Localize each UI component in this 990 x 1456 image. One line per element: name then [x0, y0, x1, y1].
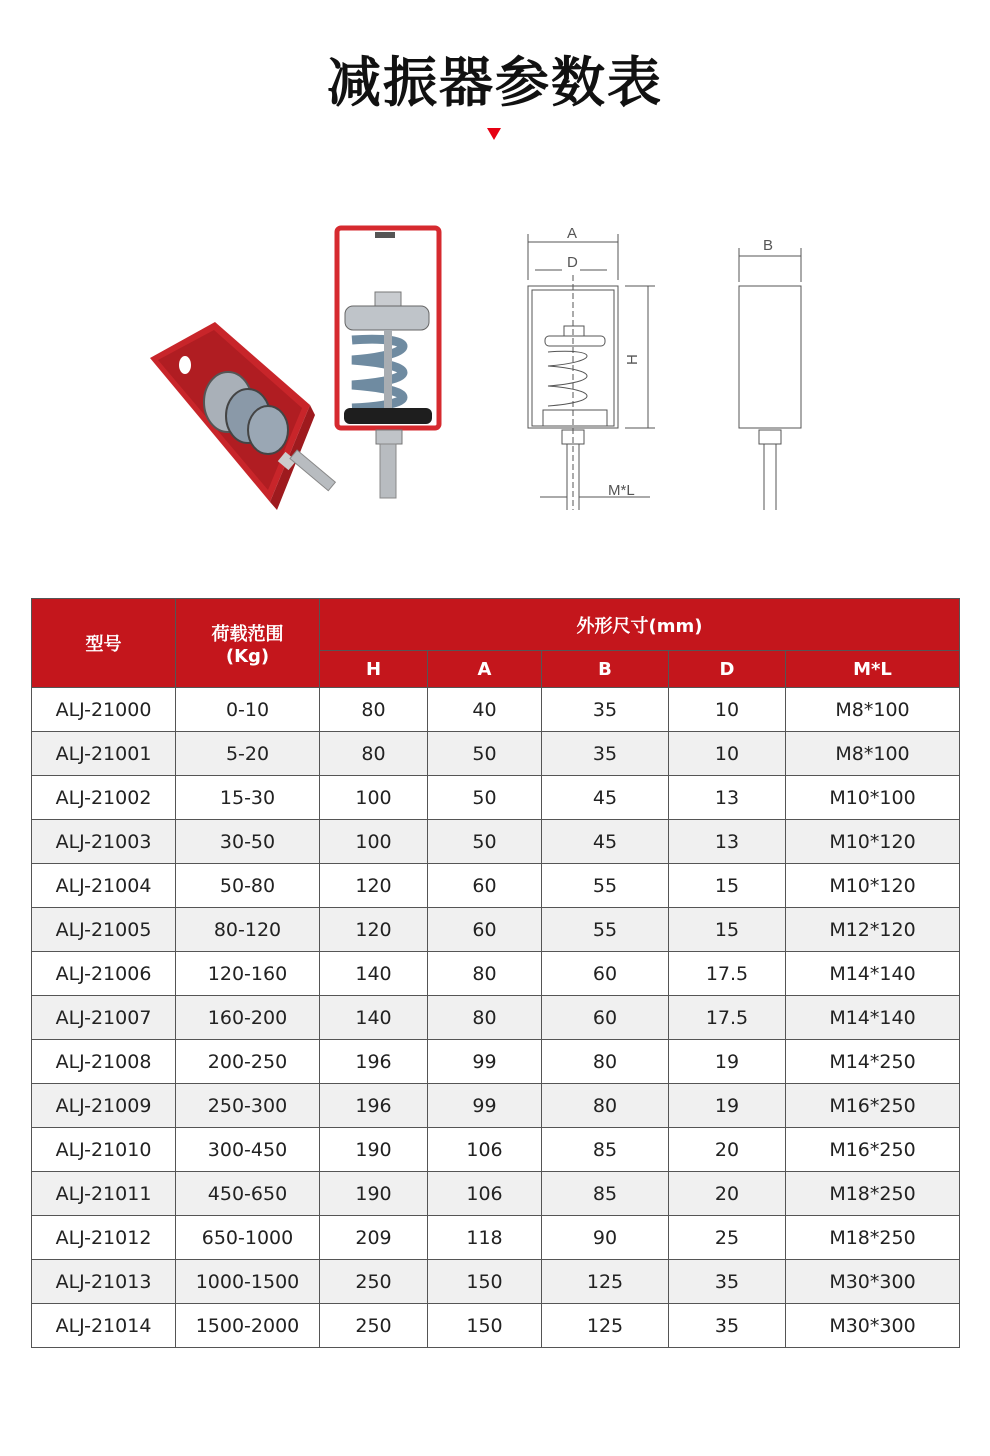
cell-b: 45 [542, 776, 669, 820]
cell-a: 106 [428, 1172, 542, 1216]
header-load-range-label: 荷载范围 [211, 623, 284, 645]
header-dimensions: 外形尺寸(mm) [320, 599, 960, 651]
cell-h: 190 [320, 1172, 428, 1216]
cell-d: 25 [669, 1216, 786, 1260]
cell-model: ALJ-21004 [32, 864, 176, 908]
cell-h: 209 [320, 1216, 428, 1260]
cell-d: 19 [669, 1040, 786, 1084]
product-illustration [130, 220, 830, 520]
product-photo-angled [150, 322, 335, 510]
cell-ml: M10*120 [786, 864, 960, 908]
cell-load: 120-160 [176, 952, 320, 996]
cell-ml: M18*250 [786, 1172, 960, 1216]
cell-load: 160-200 [176, 996, 320, 1040]
cell-model: ALJ-21012 [32, 1216, 176, 1260]
table-row [32, 1260, 960, 1304]
table-row [32, 820, 960, 864]
cell-b: 55 [542, 864, 669, 908]
cell-model: ALJ-21002 [32, 776, 176, 820]
cell-b: 55 [542, 908, 669, 952]
cell-load: 0-10 [176, 688, 320, 732]
cell-load: 1500-2000 [176, 1304, 320, 1348]
cell-load: 50-80 [176, 864, 320, 908]
table-row [32, 952, 960, 996]
cell-h: 120 [320, 908, 428, 952]
cell-ml: M14*140 [786, 996, 960, 1040]
cell-b: 80 [542, 1040, 669, 1084]
cell-h: 100 [320, 820, 428, 864]
cell-model: ALJ-21001 [32, 732, 176, 776]
cell-h: 196 [320, 1084, 428, 1128]
cell-a: 40 [428, 688, 542, 732]
cell-d: 17.5 [669, 952, 786, 996]
cell-a: 50 [428, 820, 542, 864]
dim-label-h: H [624, 354, 641, 365]
cell-load: 250-300 [176, 1084, 320, 1128]
header-d: D [669, 651, 786, 688]
cell-ml: M30*300 [786, 1304, 960, 1348]
cell-model: ALJ-21008 [32, 1040, 176, 1084]
cell-a: 150 [428, 1260, 542, 1304]
dimension-diagram-side [739, 248, 801, 510]
cell-load: 200-250 [176, 1040, 320, 1084]
header-a: A [428, 651, 542, 688]
table-row [32, 1216, 960, 1260]
cell-d: 10 [669, 732, 786, 776]
header-load-range-unit: (Kg) [225, 645, 270, 667]
cell-a: 50 [428, 732, 542, 776]
table-row [32, 996, 960, 1040]
cell-h: 250 [320, 1304, 428, 1348]
product-photo-front [337, 228, 439, 498]
cell-b: 90 [542, 1216, 669, 1260]
cell-ml: M18*250 [786, 1216, 960, 1260]
cell-model: ALJ-21000 [32, 688, 176, 732]
cell-b: 80 [542, 1084, 669, 1128]
cell-a: 60 [428, 864, 542, 908]
dimension-labels [567, 225, 773, 499]
cell-b: 60 [542, 952, 669, 996]
cell-a: 99 [428, 1040, 542, 1084]
cell-model: ALJ-21013 [32, 1260, 176, 1304]
table-row [32, 732, 960, 776]
cell-model: ALJ-21010 [32, 1128, 176, 1172]
cell-load: 5-20 [176, 732, 320, 776]
cell-h: 250 [320, 1260, 428, 1304]
cell-d: 35 [669, 1304, 786, 1348]
cell-d: 20 [669, 1128, 786, 1172]
cell-a: 80 [428, 952, 542, 996]
cell-load: 30-50 [176, 820, 320, 864]
cell-b: 60 [542, 996, 669, 1040]
dim-label-b: B [763, 237, 774, 254]
cell-ml: M14*140 [786, 952, 960, 996]
spec-table [31, 598, 960, 1348]
cell-ml: M16*250 [786, 1128, 960, 1172]
cell-b: 85 [542, 1128, 669, 1172]
cell-a: 50 [428, 776, 542, 820]
table-row [32, 908, 960, 952]
cell-d: 10 [669, 688, 786, 732]
header-load-range [176, 599, 320, 688]
header-ml: M*L [786, 651, 960, 688]
cell-h: 120 [320, 864, 428, 908]
cell-model: ALJ-21003 [32, 820, 176, 864]
table-row [32, 1084, 960, 1128]
down-arrow-icon [487, 128, 501, 140]
cell-b: 45 [542, 820, 669, 864]
cell-h: 140 [320, 996, 428, 1040]
table-row [32, 1128, 960, 1172]
table-row [32, 776, 960, 820]
cell-d: 13 [669, 776, 786, 820]
header-h: H [320, 651, 428, 688]
cell-b: 125 [542, 1260, 669, 1304]
cell-b: 35 [542, 688, 669, 732]
cell-d: 19 [669, 1084, 786, 1128]
table-row [32, 688, 960, 732]
cell-b: 35 [542, 732, 669, 776]
header-b: B [542, 651, 669, 688]
cell-model: ALJ-21011 [32, 1172, 176, 1216]
cell-ml: M30*300 [786, 1260, 960, 1304]
cell-ml: M14*250 [786, 1040, 960, 1084]
header-model: 型号 [32, 599, 176, 688]
table-row [32, 864, 960, 908]
cell-b: 85 [542, 1172, 669, 1216]
cell-load: 1000-1500 [176, 1260, 320, 1304]
cell-ml: M12*120 [786, 908, 960, 952]
table-row [32, 1040, 960, 1084]
cell-ml: M10*100 [786, 776, 960, 820]
cell-d: 15 [669, 908, 786, 952]
cell-load: 650-1000 [176, 1216, 320, 1260]
dim-label-ml: M*L [608, 482, 635, 499]
cell-d: 17.5 [669, 996, 786, 1040]
page-title: 减振器参数表 [327, 51, 663, 114]
cell-h: 100 [320, 776, 428, 820]
table-row [32, 1304, 960, 1348]
cell-h: 190 [320, 1128, 428, 1172]
cell-model: ALJ-21006 [32, 952, 176, 996]
cell-d: 35 [669, 1260, 786, 1304]
cell-load: 300-450 [176, 1128, 320, 1172]
cell-ml: M8*100 [786, 688, 960, 732]
table-row [32, 1172, 960, 1216]
cell-a: 106 [428, 1128, 542, 1172]
cell-a: 60 [428, 908, 542, 952]
product-figures [130, 220, 830, 520]
cell-h: 196 [320, 1040, 428, 1084]
cell-a: 99 [428, 1084, 542, 1128]
cell-a: 80 [428, 996, 542, 1040]
cell-load: 80-120 [176, 908, 320, 952]
cell-h: 80 [320, 732, 428, 776]
cell-load: 15-30 [176, 776, 320, 820]
cell-a: 118 [428, 1216, 542, 1260]
cell-model: ALJ-21014 [32, 1304, 176, 1348]
dim-label-d: D [567, 254, 578, 271]
cell-a: 150 [428, 1304, 542, 1348]
cell-d: 20 [669, 1172, 786, 1216]
cell-b: 125 [542, 1304, 669, 1348]
cell-d: 13 [669, 820, 786, 864]
cell-h: 80 [320, 688, 428, 732]
dimension-diagram-front [528, 234, 655, 510]
cell-model: ALJ-21005 [32, 908, 176, 952]
cell-ml: M10*120 [786, 820, 960, 864]
cell-ml: M16*250 [786, 1084, 960, 1128]
cell-d: 15 [669, 864, 786, 908]
cell-ml: M8*100 [786, 732, 960, 776]
cell-model: ALJ-21007 [32, 996, 176, 1040]
cell-h: 140 [320, 952, 428, 996]
cell-load: 450-650 [176, 1172, 320, 1216]
cell-model: ALJ-21009 [32, 1084, 176, 1128]
dim-label-a: A [567, 225, 578, 242]
